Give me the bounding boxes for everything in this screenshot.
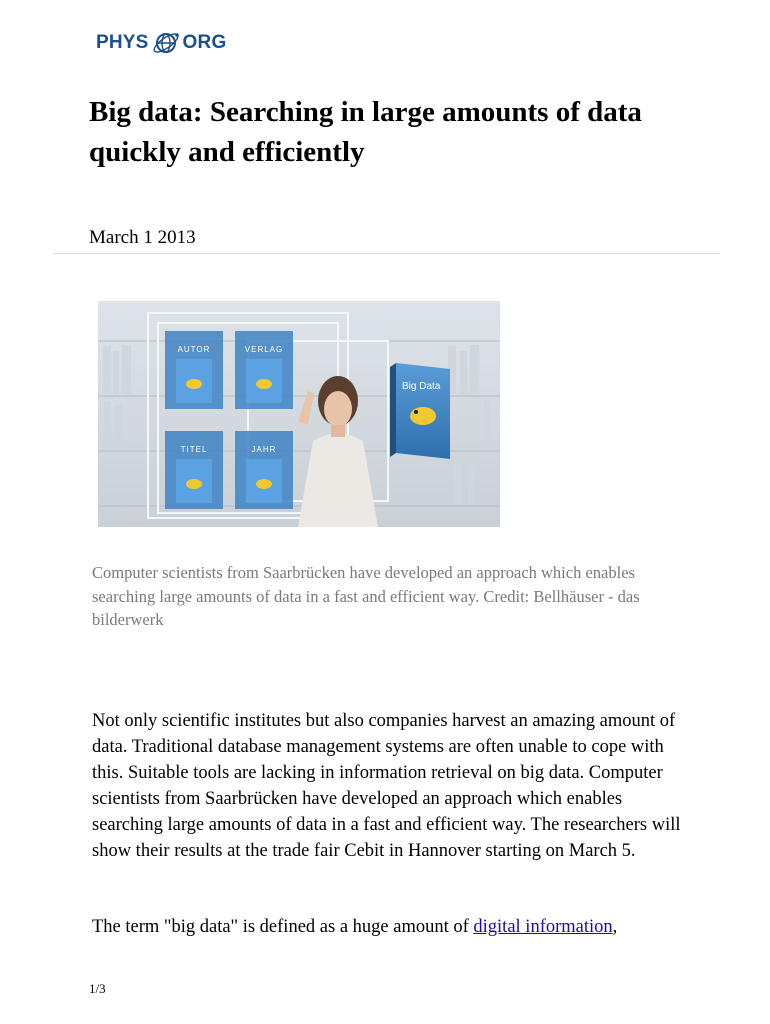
- page-number: 1/3: [89, 981, 106, 996]
- body-paragraph-2: [92, 914, 692, 940]
- article-date: March 1 2013: [89, 227, 196, 248]
- panel-label-jahr: JAHR: [251, 445, 277, 454]
- body-paragraph-1: Not only scientific institutes but also companies harvest an amazing amount of data. Traditional database management systems are often unable to cope with this. Suitable tools are lacking in information retrieval on big data. Computer scientists from Saarbrücken have developed an approach which enables searching large amounts of data in a fast and efficient way. The researchers will show their results at the trade fair Cebit in Hannover starting on March 5.: [92, 711, 681, 861]
- book-label: Big Data: [402, 381, 441, 392]
- paragraph-2-suffix: ,: [612, 917, 618, 937]
- globe-icon: [151, 28, 181, 58]
- panel-label-verlag: VERLAG: [244, 345, 284, 354]
- panel-label-titel: TITEL: [180, 445, 208, 454]
- site-logo[interactable]: [96, 26, 226, 60]
- header-divider: [54, 253, 720, 254]
- panel-label-autor: AUTOR: [177, 345, 211, 354]
- paragraph-2-text: The term "big data" is defined as a huge amount of: [92, 917, 474, 937]
- logo-text-org: ORG: [182, 32, 227, 53]
- logo-text-phys: PHYS: [96, 32, 149, 53]
- digital-information-link[interactable]: digital information: [473, 917, 613, 937]
- photo-illustration: [98, 301, 500, 527]
- article-photo: [98, 301, 500, 527]
- article-title: Big data: Searching in large amounts of data quickly and efficiently: [89, 96, 642, 168]
- image-caption: Computer scientists from Saarbrücken have developed an approach which enables searching large amounts of data in a fast and efficient way. Credit: Bellhäuser - das bilderwerk: [92, 563, 640, 629]
